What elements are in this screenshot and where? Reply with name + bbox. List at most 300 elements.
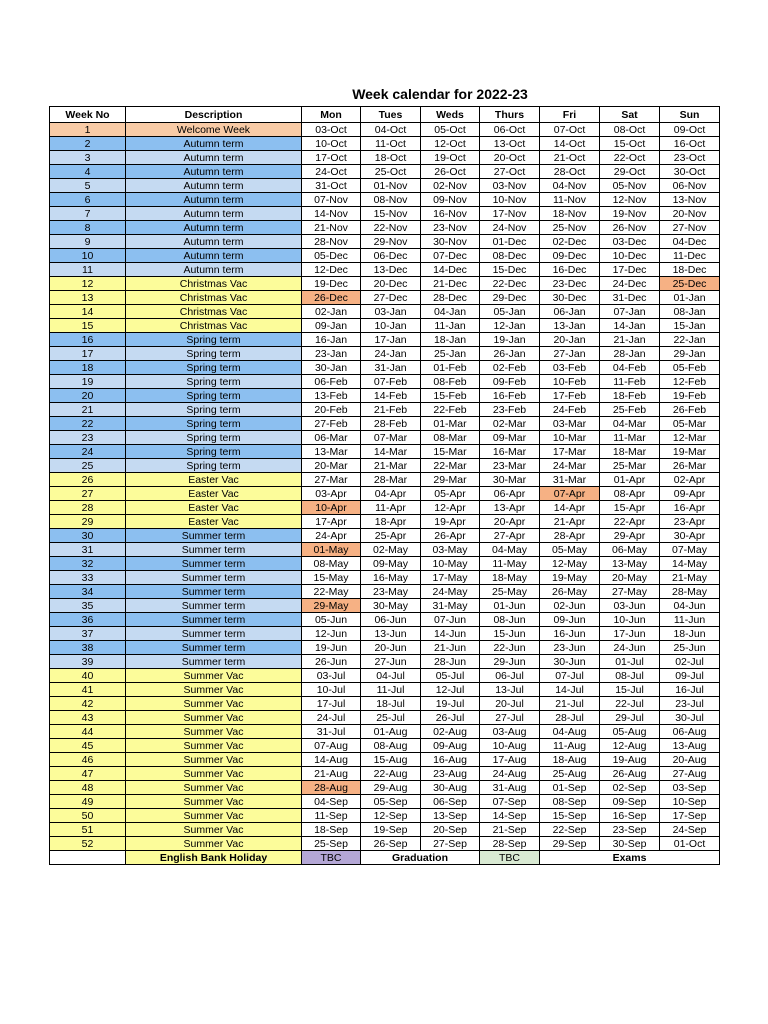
date-cell-weds: 18-Jan (421, 333, 480, 347)
date-cell-sun: 26-Feb (660, 403, 720, 417)
date-cell-mon: 19-Dec (302, 277, 361, 291)
date-cell-fri: 02-Jun (540, 599, 600, 613)
date-cell-weds: 06-Sep (421, 795, 480, 809)
date-cell-fri: 11-Nov (540, 193, 600, 207)
date-cell-sat: 25-Feb (600, 403, 660, 417)
date-cell-sun: 15-Jan (660, 319, 720, 333)
date-cell-weds: 21-Dec (421, 277, 480, 291)
week-number-cell: 28 (50, 501, 126, 515)
date-cell-mon: 26-Jun (302, 655, 361, 669)
description-cell: Summer Vac (126, 669, 302, 683)
date-cell-fri: 10-Feb (540, 375, 600, 389)
date-cell-mon: 13-Mar (302, 445, 361, 459)
date-cell-weds: 04-Jan (421, 305, 480, 319)
table-row (50, 235, 720, 249)
description-cell: Autumn term (126, 165, 302, 179)
date-cell-sun: 23-Oct (660, 151, 720, 165)
table-row (50, 515, 720, 529)
date-cell-thurs: 22-Jun (480, 641, 540, 655)
date-cell-weds: 26-Jul (421, 711, 480, 725)
header-description: Description (126, 107, 302, 123)
week-number-cell: 1 (50, 123, 126, 137)
description-cell: Spring term (126, 333, 302, 347)
date-cell-weds: 12-Jul (421, 683, 480, 697)
date-cell-weds: 07-Dec (421, 249, 480, 263)
date-cell-sat: 22-Jul (600, 697, 660, 711)
date-cell-mon: 28-Nov (302, 235, 361, 249)
description-cell: Summer term (126, 585, 302, 599)
date-cell-thurs: 27-Jul (480, 711, 540, 725)
header-tues: Tues (361, 107, 421, 123)
date-cell-sat: 31-Dec (600, 291, 660, 305)
date-cell-thurs: 06-Jul (480, 669, 540, 683)
date-cell-tues: 07-Feb (361, 375, 421, 389)
date-cell-tues: 25-Jul (361, 711, 421, 725)
date-cell-fri: 28-Apr (540, 529, 600, 543)
week-number-cell: 35 (50, 599, 126, 613)
description-cell: Easter Vac (126, 473, 302, 487)
table-row (50, 487, 720, 501)
table-row (50, 305, 720, 319)
date-cell-sun: 27-Aug (660, 767, 720, 781)
date-cell-thurs: 24-Aug (480, 767, 540, 781)
table-row (50, 249, 720, 263)
date-cell-mon: 19-Jun (302, 641, 361, 655)
description-cell: Summer Vac (126, 809, 302, 823)
date-cell-sat: 23-Sep (600, 823, 660, 837)
week-number-cell: 19 (50, 375, 126, 389)
date-cell-sun: 17-Sep (660, 809, 720, 823)
description-cell: Autumn term (126, 207, 302, 221)
date-cell-sat: 30-Sep (600, 837, 660, 851)
date-cell-tues: 14-Mar (361, 445, 421, 459)
date-cell-weds: 12-Apr (421, 501, 480, 515)
date-cell-fri: 30-Dec (540, 291, 600, 305)
date-cell-tues: 21-Mar (361, 459, 421, 473)
date-cell-fri: 04-Nov (540, 179, 600, 193)
description-cell: Spring term (126, 389, 302, 403)
date-cell-thurs: 15-Jun (480, 627, 540, 641)
legend-blank (50, 851, 126, 865)
date-cell-tues: 05-Sep (361, 795, 421, 809)
week-number-cell: 27 (50, 487, 126, 501)
table-row (50, 333, 720, 347)
date-cell-weds: 10-May (421, 557, 480, 571)
date-cell-fri: 16-Jun (540, 627, 600, 641)
week-number-cell: 7 (50, 207, 126, 221)
table-row (50, 585, 720, 599)
date-cell-thurs: 10-Aug (480, 739, 540, 753)
date-cell-sat: 19-Nov (600, 207, 660, 221)
date-cell-mon: 03-Oct (302, 123, 361, 137)
description-cell: Summer term (126, 543, 302, 557)
description-cell: Summer term (126, 571, 302, 585)
description-cell: Summer Vac (126, 711, 302, 725)
date-cell-tues: 11-Apr (361, 501, 421, 515)
date-cell-sun: 11-Dec (660, 249, 720, 263)
date-cell-sun: 29-Jan (660, 347, 720, 361)
calendar-body (50, 123, 720, 851)
date-cell-fri: 17-Feb (540, 389, 600, 403)
description-cell: Summer Vac (126, 753, 302, 767)
date-cell-fri: 24-Mar (540, 459, 600, 473)
date-cell-thurs: 06-Apr (480, 487, 540, 501)
table-row (50, 641, 720, 655)
date-cell-sat: 29-Apr (600, 529, 660, 543)
week-number-cell: 50 (50, 809, 126, 823)
page-title: Week calendar for 2022-23 (352, 86, 528, 102)
week-number-cell: 47 (50, 767, 126, 781)
week-number-cell: 6 (50, 193, 126, 207)
table-row (50, 137, 720, 151)
table-row (50, 837, 720, 851)
date-cell-tues: 08-Nov (361, 193, 421, 207)
date-cell-sun: 16-Oct (660, 137, 720, 151)
legend-graduation: Graduation (361, 851, 480, 865)
date-cell-tues: 13-Dec (361, 263, 421, 277)
date-cell-mon: 24-Oct (302, 165, 361, 179)
date-cell-sun: 18-Jun (660, 627, 720, 641)
date-cell-weds: 22-Mar (421, 459, 480, 473)
description-cell: Christmas Vac (126, 291, 302, 305)
week-number-cell: 13 (50, 291, 126, 305)
table-row (50, 599, 720, 613)
header-sat: Sat (600, 107, 660, 123)
date-cell-tues: 10-Jan (361, 319, 421, 333)
date-cell-fri: 29-Sep (540, 837, 600, 851)
date-cell-tues: 09-May (361, 557, 421, 571)
week-number-cell: 43 (50, 711, 126, 725)
date-cell-sat: 13-May (600, 557, 660, 571)
date-cell-tues: 06-Jun (361, 613, 421, 627)
table-row (50, 151, 720, 165)
date-cell-weds: 25-Jan (421, 347, 480, 361)
date-cell-thurs: 08-Dec (480, 249, 540, 263)
description-cell: Easter Vac (126, 501, 302, 515)
date-cell-thurs: 28-Sep (480, 837, 540, 851)
week-number-cell: 36 (50, 613, 126, 627)
date-cell-tues: 20-Jun (361, 641, 421, 655)
date-cell-sat: 10-Dec (600, 249, 660, 263)
date-cell-sun: 02-Jul (660, 655, 720, 669)
table-row (50, 263, 720, 277)
description-cell: Autumn term (126, 235, 302, 249)
date-cell-weds: 26-Oct (421, 165, 480, 179)
date-cell-sat: 25-Mar (600, 459, 660, 473)
date-cell-sat: 27-May (600, 585, 660, 599)
table-row (50, 417, 720, 431)
date-cell-thurs: 22-Dec (480, 277, 540, 291)
date-cell-mon: 12-Jun (302, 627, 361, 641)
date-cell-sat: 29-Oct (600, 165, 660, 179)
description-cell: Summer Vac (126, 697, 302, 711)
table-row (50, 711, 720, 725)
date-cell-tues: 28-Mar (361, 473, 421, 487)
date-cell-fri: 16-Dec (540, 263, 600, 277)
week-number-cell: 40 (50, 669, 126, 683)
date-cell-sat: 29-Jul (600, 711, 660, 725)
table-row (50, 221, 720, 235)
date-cell-mon: 04-Sep (302, 795, 361, 809)
date-cell-weds: 26-Apr (421, 529, 480, 543)
date-cell-tues: 24-Jan (361, 347, 421, 361)
date-cell-weds: 01-Mar (421, 417, 480, 431)
description-cell: Spring term (126, 403, 302, 417)
date-cell-thurs: 21-Sep (480, 823, 540, 837)
date-cell-fri: 23-Jun (540, 641, 600, 655)
date-cell-weds: 15-Feb (421, 389, 480, 403)
date-cell-mon: 05-Jun (302, 613, 361, 627)
description-cell: Autumn term (126, 263, 302, 277)
date-cell-tues: 02-May (361, 543, 421, 557)
date-cell-fri: 26-May (540, 585, 600, 599)
date-cell-sun: 09-Oct (660, 123, 720, 137)
date-cell-weds: 07-Jun (421, 613, 480, 627)
date-cell-fri: 18-Nov (540, 207, 600, 221)
week-number-cell: 4 (50, 165, 126, 179)
legend-row (50, 851, 720, 865)
date-cell-fri: 20-Jan (540, 333, 600, 347)
description-cell: Easter Vac (126, 487, 302, 501)
date-cell-thurs: 20-Apr (480, 515, 540, 529)
date-cell-sun: 01-Oct (660, 837, 720, 851)
description-cell: Autumn term (126, 221, 302, 235)
week-number-cell: 15 (50, 319, 126, 333)
date-cell-sat: 18-Mar (600, 445, 660, 459)
date-cell-fri: 21-Jul (540, 697, 600, 711)
date-cell-tues: 04-Apr (361, 487, 421, 501)
date-cell-weds: 24-May (421, 585, 480, 599)
date-cell-mon: 21-Nov (302, 221, 361, 235)
week-number-cell: 51 (50, 823, 126, 837)
date-cell-fri: 21-Apr (540, 515, 600, 529)
date-cell-mon: 25-Sep (302, 837, 361, 851)
date-cell-sun: 11-Jun (660, 613, 720, 627)
date-cell-sun: 06-Nov (660, 179, 720, 193)
date-cell-thurs: 08-Jun (480, 613, 540, 627)
date-cell-fri: 03-Mar (540, 417, 600, 431)
date-cell-sat: 20-May (600, 571, 660, 585)
date-cell-tues: 03-Jan (361, 305, 421, 319)
week-number-cell: 3 (50, 151, 126, 165)
description-cell: Summer Vac (126, 823, 302, 837)
description-cell: Christmas Vac (126, 319, 302, 333)
week-number-cell: 24 (50, 445, 126, 459)
date-cell-thurs: 20-Oct (480, 151, 540, 165)
date-cell-thurs: 06-Oct (480, 123, 540, 137)
date-cell-sun: 13-Nov (660, 193, 720, 207)
week-number-cell: 5 (50, 179, 126, 193)
date-cell-thurs: 13-Oct (480, 137, 540, 151)
date-cell-mon: 06-Mar (302, 431, 361, 445)
date-cell-sat: 15-Apr (600, 501, 660, 515)
date-cell-thurs: 14-Sep (480, 809, 540, 823)
description-cell: Summer term (126, 557, 302, 571)
date-cell-thurs: 17-Nov (480, 207, 540, 221)
table-row (50, 557, 720, 571)
date-cell-tues: 11-Oct (361, 137, 421, 151)
table-row (50, 543, 720, 557)
header-fri: Fri (540, 107, 600, 123)
table-row (50, 375, 720, 389)
table-row (50, 389, 720, 403)
date-cell-thurs: 02-Feb (480, 361, 540, 375)
date-cell-sat: 04-Feb (600, 361, 660, 375)
header-thurs: Thurs (480, 107, 540, 123)
date-cell-sat: 26-Aug (600, 767, 660, 781)
description-cell: Spring term (126, 431, 302, 445)
date-cell-tues: 08-Aug (361, 739, 421, 753)
date-cell-fri: 14-Oct (540, 137, 600, 151)
date-cell-mon: 17-Jul (302, 697, 361, 711)
date-cell-thurs: 26-Jan (480, 347, 540, 361)
description-cell: Autumn term (126, 151, 302, 165)
date-cell-sat: 26-Nov (600, 221, 660, 235)
date-cell-thurs: 27-Oct (480, 165, 540, 179)
table-row (50, 501, 720, 515)
date-cell-weds: 15-Mar (421, 445, 480, 459)
date-cell-fri: 27-Jan (540, 347, 600, 361)
table-row (50, 753, 720, 767)
date-cell-thurs: 01-Jun (480, 599, 540, 613)
date-cell-tues: 06-Dec (361, 249, 421, 263)
date-cell-mon: 15-May (302, 571, 361, 585)
date-cell-fri: 21-Oct (540, 151, 600, 165)
date-cell-sun: 30-Jul (660, 711, 720, 725)
date-cell-tues: 29-Aug (361, 781, 421, 795)
date-cell-tues: 28-Feb (361, 417, 421, 431)
date-cell-weds: 23-Nov (421, 221, 480, 235)
date-cell-sat: 22-Oct (600, 151, 660, 165)
week-number-cell: 17 (50, 347, 126, 361)
date-cell-sat: 10-Jun (600, 613, 660, 627)
date-cell-sun: 12-Mar (660, 431, 720, 445)
week-number-cell: 25 (50, 459, 126, 473)
week-number-cell: 45 (50, 739, 126, 753)
date-cell-sat: 12-Nov (600, 193, 660, 207)
date-cell-fri: 05-May (540, 543, 600, 557)
date-cell-weds: 13-Sep (421, 809, 480, 823)
description-cell: Summer term (126, 529, 302, 543)
table-row (50, 697, 720, 711)
date-cell-sat: 19-Aug (600, 753, 660, 767)
date-cell-sat: 07-Jan (600, 305, 660, 319)
date-cell-fri: 06-Jan (540, 305, 600, 319)
date-cell-sun: 09-Apr (660, 487, 720, 501)
date-cell-fri: 24-Feb (540, 403, 600, 417)
date-cell-mon: 07-Nov (302, 193, 361, 207)
date-cell-fri: 13-Jan (540, 319, 600, 333)
date-cell-tues: 31-Jan (361, 361, 421, 375)
date-cell-mon: 03-Jul (302, 669, 361, 683)
date-cell-fri: 28-Oct (540, 165, 600, 179)
date-cell-sun: 04-Jun (660, 599, 720, 613)
week-number-cell: 37 (50, 627, 126, 641)
date-cell-sat: 24-Dec (600, 277, 660, 291)
table-row (50, 739, 720, 753)
legend-tbc-purple: TBC (302, 851, 361, 865)
date-cell-fri: 23-Dec (540, 277, 600, 291)
date-cell-sun: 10-Sep (660, 795, 720, 809)
date-cell-sat: 15-Jul (600, 683, 660, 697)
date-cell-thurs: 20-Jul (480, 697, 540, 711)
date-cell-fri: 12-May (540, 557, 600, 571)
week-number-cell: 18 (50, 361, 126, 375)
week-number-cell: 21 (50, 403, 126, 417)
date-cell-thurs: 10-Nov (480, 193, 540, 207)
date-cell-sun: 30-Oct (660, 165, 720, 179)
date-cell-mon: 06-Feb (302, 375, 361, 389)
date-cell-weds: 28-Jun (421, 655, 480, 669)
date-cell-mon: 31-Oct (302, 179, 361, 193)
week-number-cell: 12 (50, 277, 126, 291)
date-cell-mon: 20-Feb (302, 403, 361, 417)
date-cell-sun: 14-May (660, 557, 720, 571)
week-number-cell: 11 (50, 263, 126, 277)
date-cell-tues: 25-Oct (361, 165, 421, 179)
description-cell: Summer term (126, 627, 302, 641)
table-row (50, 809, 720, 823)
date-cell-fri: 07-Oct (540, 123, 600, 137)
description-cell: Welcome Week (126, 123, 302, 137)
date-cell-mon: 10-Jul (302, 683, 361, 697)
week-number-cell: 2 (50, 137, 126, 151)
description-cell: Autumn term (126, 179, 302, 193)
week-number-cell: 22 (50, 417, 126, 431)
date-cell-fri: 09-Jun (540, 613, 600, 627)
header-row (50, 107, 720, 123)
date-cell-weds: 29-Mar (421, 473, 480, 487)
date-cell-tues: 25-Apr (361, 529, 421, 543)
table-row (50, 459, 720, 473)
date-cell-sat: 21-Jan (600, 333, 660, 347)
header-sun: Sun (660, 107, 720, 123)
date-cell-sat: 11-Feb (600, 375, 660, 389)
date-cell-fri: 07-Apr (540, 487, 600, 501)
description-cell: Summer Vac (126, 725, 302, 739)
date-cell-tues: 18-Oct (361, 151, 421, 165)
legend-tbc-green: TBC (480, 851, 540, 865)
date-cell-mon: 03-Apr (302, 487, 361, 501)
date-cell-mon: 10-Oct (302, 137, 361, 151)
date-cell-thurs: 09-Feb (480, 375, 540, 389)
table-row (50, 179, 720, 193)
date-cell-fri: 22-Sep (540, 823, 600, 837)
date-cell-tues: 19-Sep (361, 823, 421, 837)
table-row (50, 655, 720, 669)
date-cell-fri: 31-Mar (540, 473, 600, 487)
date-cell-sat: 22-Apr (600, 515, 660, 529)
date-cell-fri: 01-Sep (540, 781, 600, 795)
date-cell-weds: 05-Jul (421, 669, 480, 683)
date-cell-sat: 28-Jan (600, 347, 660, 361)
week-number-cell: 44 (50, 725, 126, 739)
table-row (50, 613, 720, 627)
table-row (50, 473, 720, 487)
date-cell-sun: 05-Feb (660, 361, 720, 375)
description-cell: Christmas Vac (126, 277, 302, 291)
date-cell-fri: 25-Aug (540, 767, 600, 781)
date-cell-thurs: 17-Aug (480, 753, 540, 767)
date-cell-mon: 21-Aug (302, 767, 361, 781)
table-row (50, 403, 720, 417)
date-cell-sun: 24-Sep (660, 823, 720, 837)
date-cell-fri: 08-Sep (540, 795, 600, 809)
date-cell-tues: 01-Aug (361, 725, 421, 739)
date-cell-fri: 14-Apr (540, 501, 600, 515)
date-cell-sat: 08-Jul (600, 669, 660, 683)
date-cell-sat: 12-Aug (600, 739, 660, 753)
